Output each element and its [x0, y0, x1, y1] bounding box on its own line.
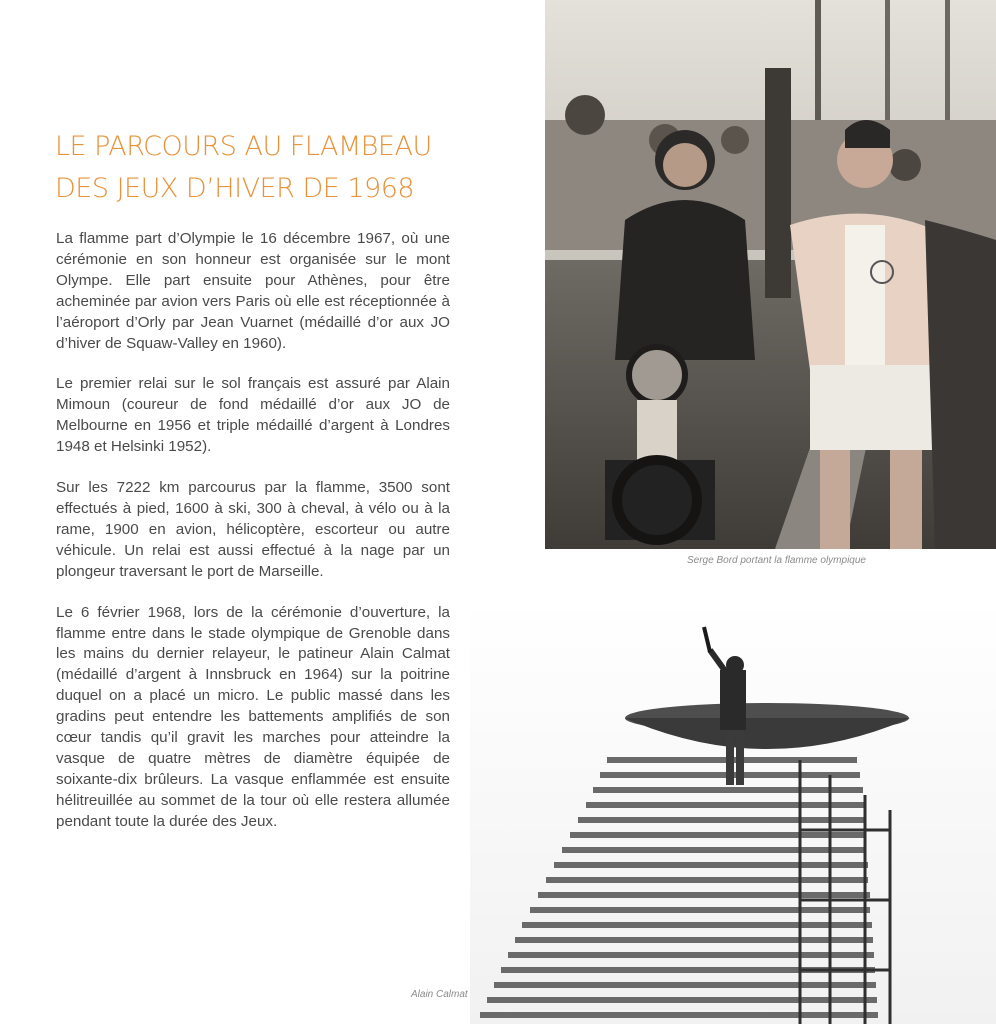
torch-bearer-illustration — [545, 0, 996, 549]
bottom-photo-caption: Alain Calmat — [411, 989, 468, 1000]
title-line-1: LE PARCOURS AU FLAMBEAU — [55, 131, 432, 162]
torch-bearer-photo — [545, 0, 996, 549]
cauldron-tower-photo — [470, 600, 996, 1024]
paragraph: La flamme part d’Olympie le 16 décembre 1967, où une cérémonie en son honneur est organisée sur le mont Olympe. Elle part ensuite pour Athènes, pour être acheminée par avion vers Paris où elle est réceptionnée à l’aéroport d’Orly par Jean Vuarnet (médaillé d’or aux JO d’hiver de Squaw-Valley en 1960). — [56, 230, 450, 352]
cauldron-tower-illustration — [470, 600, 996, 1024]
page-title — [55, 126, 475, 210]
article-body — [56, 229, 450, 853]
paragraph: Le premier relai sur le sol français est assuré par Alain Mimoun (coureur de fond médaillé d’or aux JO de Melbourne en 1956 et triple médaillé d’argent à Londres 1948 et Helsinki 1952). — [56, 375, 450, 456]
paragraph: Le 6 février 1968, lors de la cérémonie d’ouverture, la flamme entre dans le stade olympique de Grenoble dans les mains du dernier relayeur, le patineur Alain Calmat (médaillé d’argent à Innsbruck en 1964) sur la poitrine duquel on a placé un micro. Le public massé dans les gradins peut entendre les battements amplifiés de son cœur tandis qu’il gravit les marches pour atteindre la vasque de quatre mètres de diamètre équipée de soixante-dix brûleurs. La vasque enflammée est ensuite hélitreuillée au sommet de la tour où elle restera allumée pendant toute la durée des Jeux. — [56, 603, 450, 830]
title-line-2: DES JEUX D’HIVER DE 1968 — [55, 173, 415, 204]
paragraph: Sur les 7222 km parcourus par la flamme, 3500 sont effectués à pied, 1600 à ski, 300 à cheval, à vélo ou à la rame, 1900 en avion, hélicoptère, escorteur ou autre véhicule. Un relai est aussi effectué à la nage par un plongeur traversant le port de Marseille. — [56, 479, 450, 580]
top-photo-caption: Serge Bord portant la flamme olympique — [687, 555, 866, 566]
